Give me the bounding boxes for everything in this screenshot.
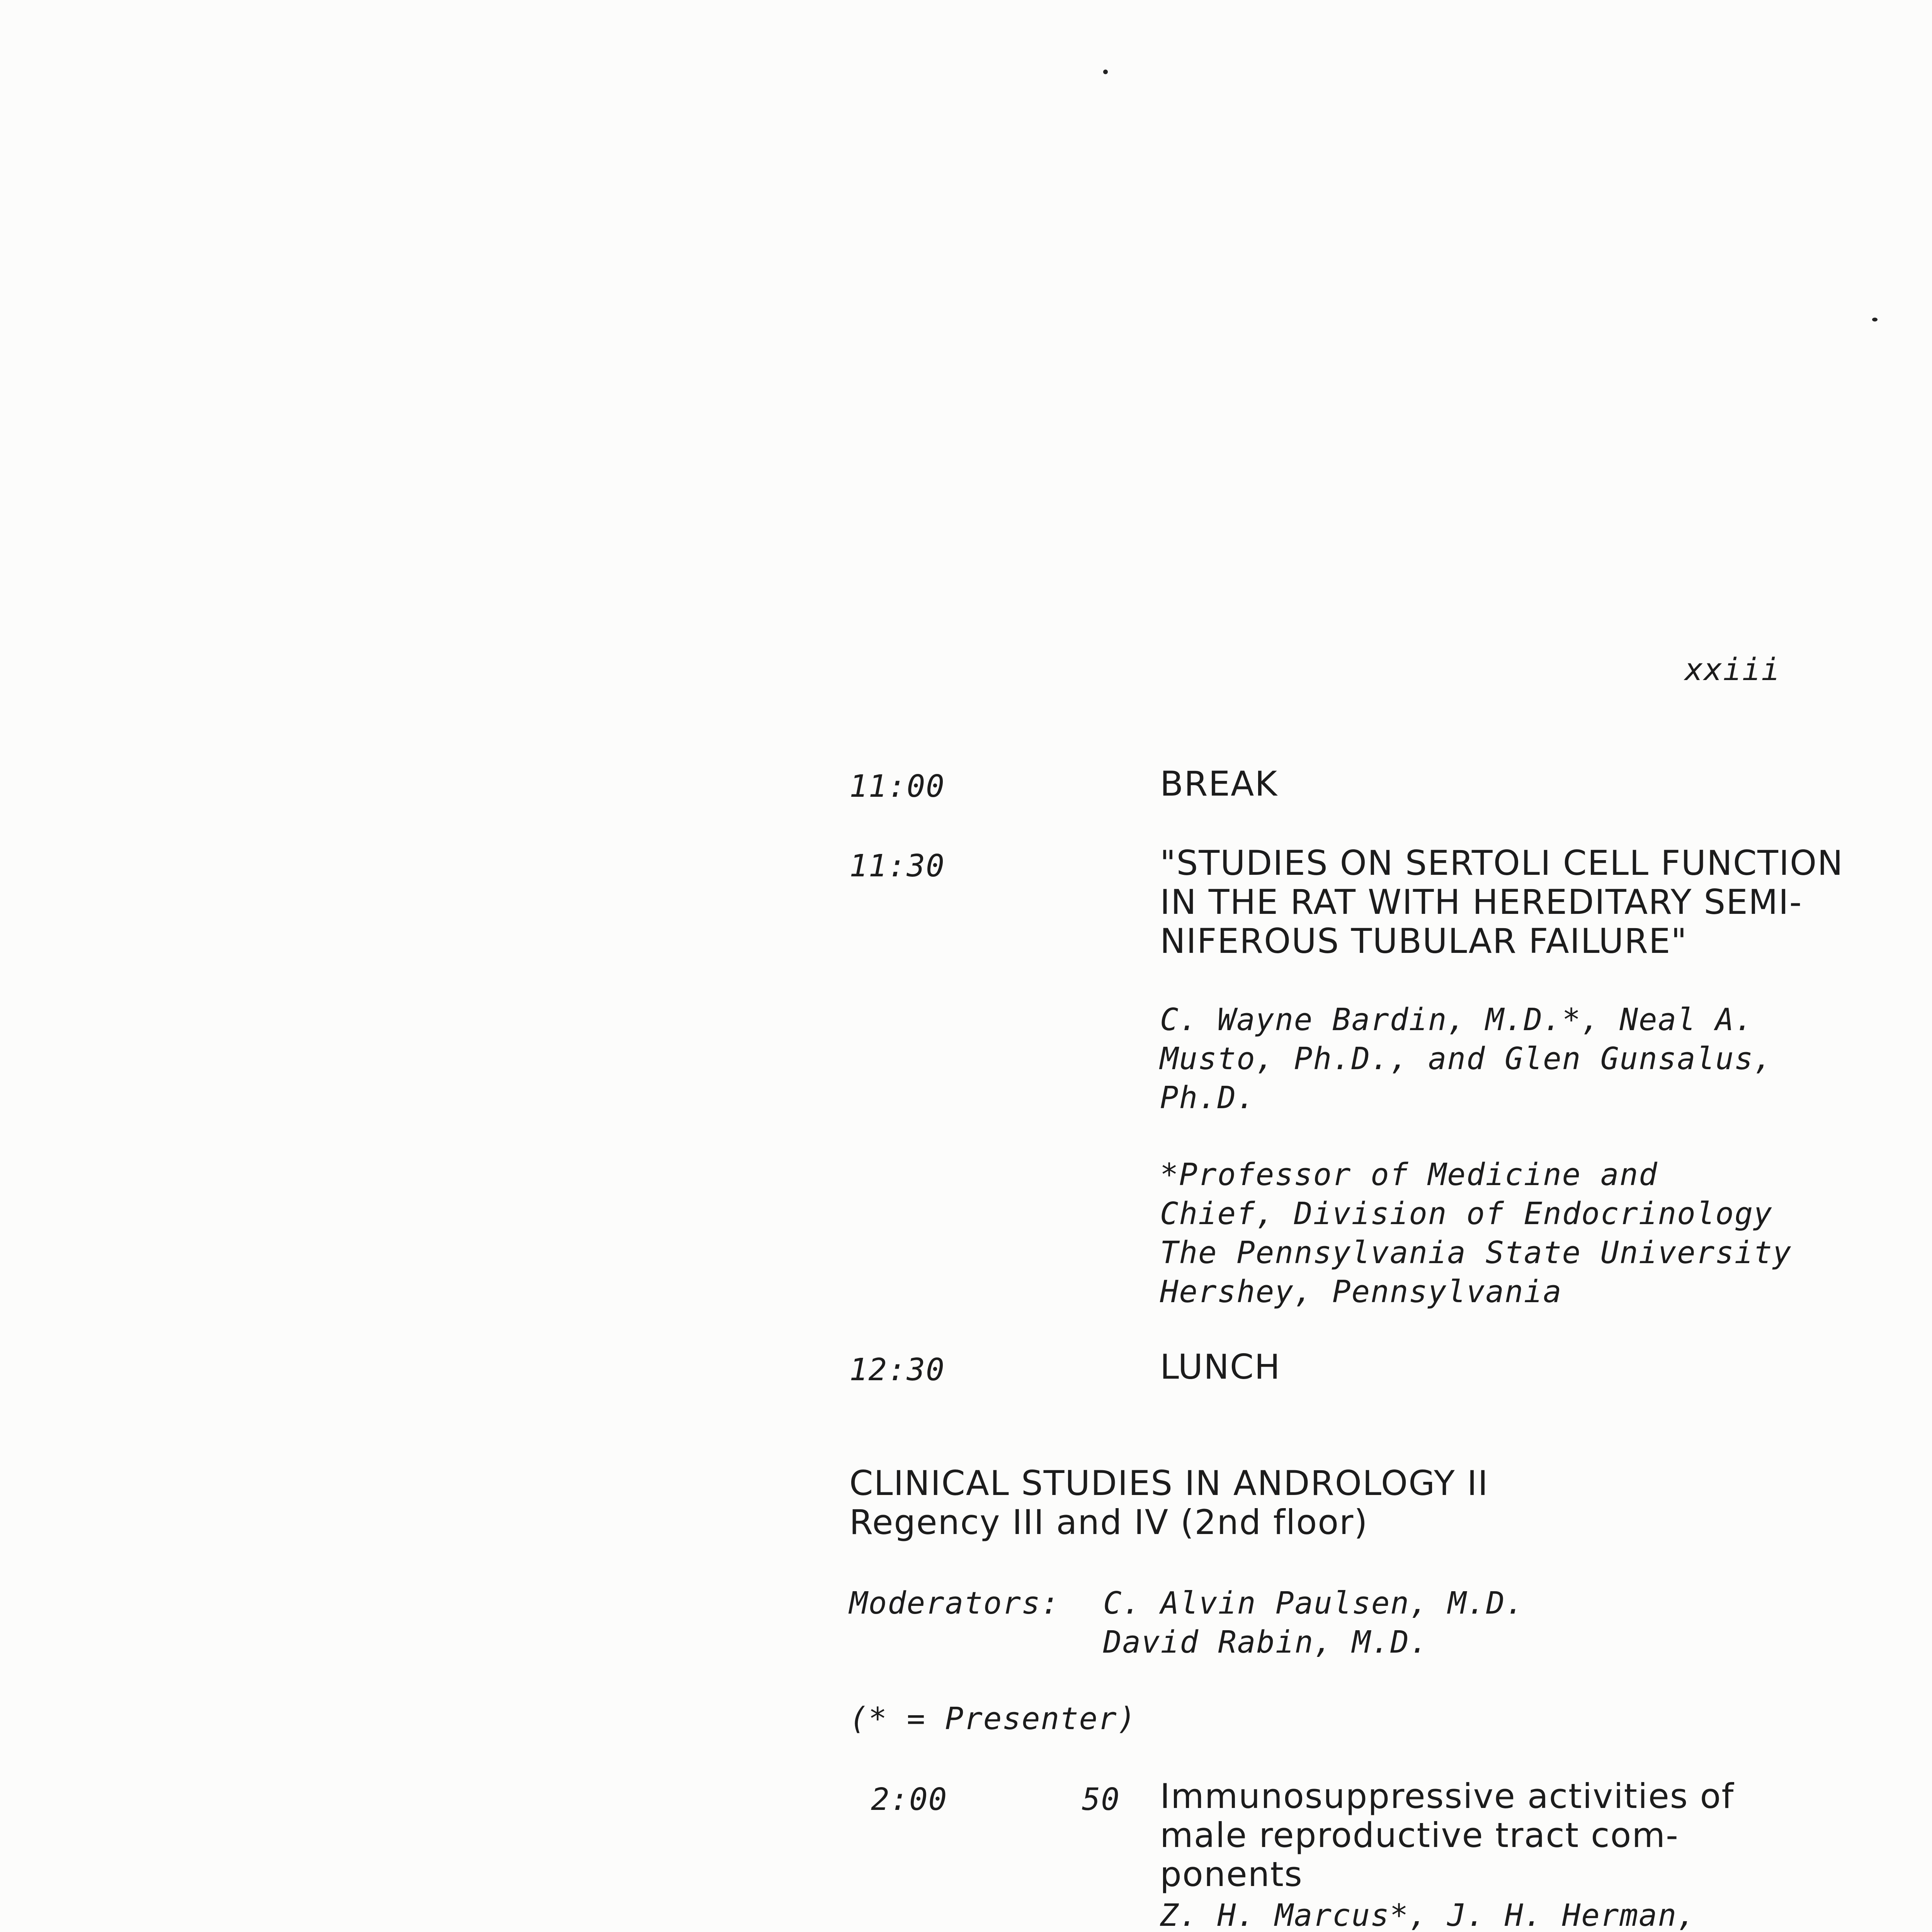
author-line: C. Wayne Bardin, M.D.*, Neal A. (1160, 1002, 1754, 1037)
presenter-affiliation (1160, 1155, 1792, 1311)
paper-number: 50 (1082, 1782, 1121, 1817)
lecture-authors (1160, 1000, 1773, 1117)
moderators-list (1103, 1584, 1524, 1662)
paper-authors (1160, 1896, 1696, 1932)
title-line: LUNCH (1160, 1347, 1281, 1387)
moderator-name: David Rabin, M.D. (1103, 1624, 1429, 1660)
page-number: xxiii (1685, 652, 1781, 687)
moderator-name: C. Alvin Paulsen, M.D. (1103, 1585, 1525, 1621)
title-line: NIFEROUS TUBULAR FAILURE" (1160, 921, 1687, 961)
lecture-title (1160, 844, 1844, 961)
paper-time: 2:00 (871, 1782, 948, 1817)
title-line: BREAK (1160, 764, 1278, 804)
schedule-item-title (1160, 764, 1278, 803)
session-header (849, 1464, 1489, 1542)
paper-title (1160, 1777, 1734, 1894)
schedule-time: 12:30 (849, 1352, 945, 1388)
affiliation-line: Hershey, Pennsylvania (1160, 1274, 1562, 1310)
title-line: "STUDIES ON SERTOLI CELL FUNCTION (1160, 843, 1844, 883)
affiliation-line: *Professor of Medicine and (1160, 1157, 1658, 1192)
title-line: IN THE RAT WITH HEREDITARY SEMI- (1160, 882, 1803, 922)
affiliation-line: The Pennsylvania State University (1160, 1235, 1792, 1270)
moderators-label: Moderators: (849, 1585, 1060, 1621)
author-line: Z. H. Marcus*, J. H. Herman, (1160, 1898, 1696, 1932)
schedule-item-title (1160, 1347, 1281, 1386)
author-line: Ph.D. (1160, 1080, 1256, 1116)
title-line: male reproductive tract com- (1160, 1815, 1679, 1855)
title-line: Immunosuppressive activities of (1160, 1776, 1735, 1816)
schedule-time: 11:00 (849, 769, 945, 804)
scan-speck (1103, 70, 1108, 74)
scan-speck (1872, 318, 1878, 321)
affiliation-line: Chief, Division of Endocrinology (1160, 1196, 1773, 1231)
title-line: ponents (1160, 1854, 1303, 1894)
author-line: Musto, Ph.D., and Glen Gunsalus, (1160, 1041, 1773, 1077)
schedule-time: 11:30 (849, 848, 945, 884)
session-title: CLINICAL STUDIES IN ANDROLOGY II (849, 1463, 1489, 1503)
session-location: Regency III and IV (2nd floor) (849, 1502, 1368, 1542)
presenter-note: (* = Presenter) (849, 1701, 1137, 1736)
